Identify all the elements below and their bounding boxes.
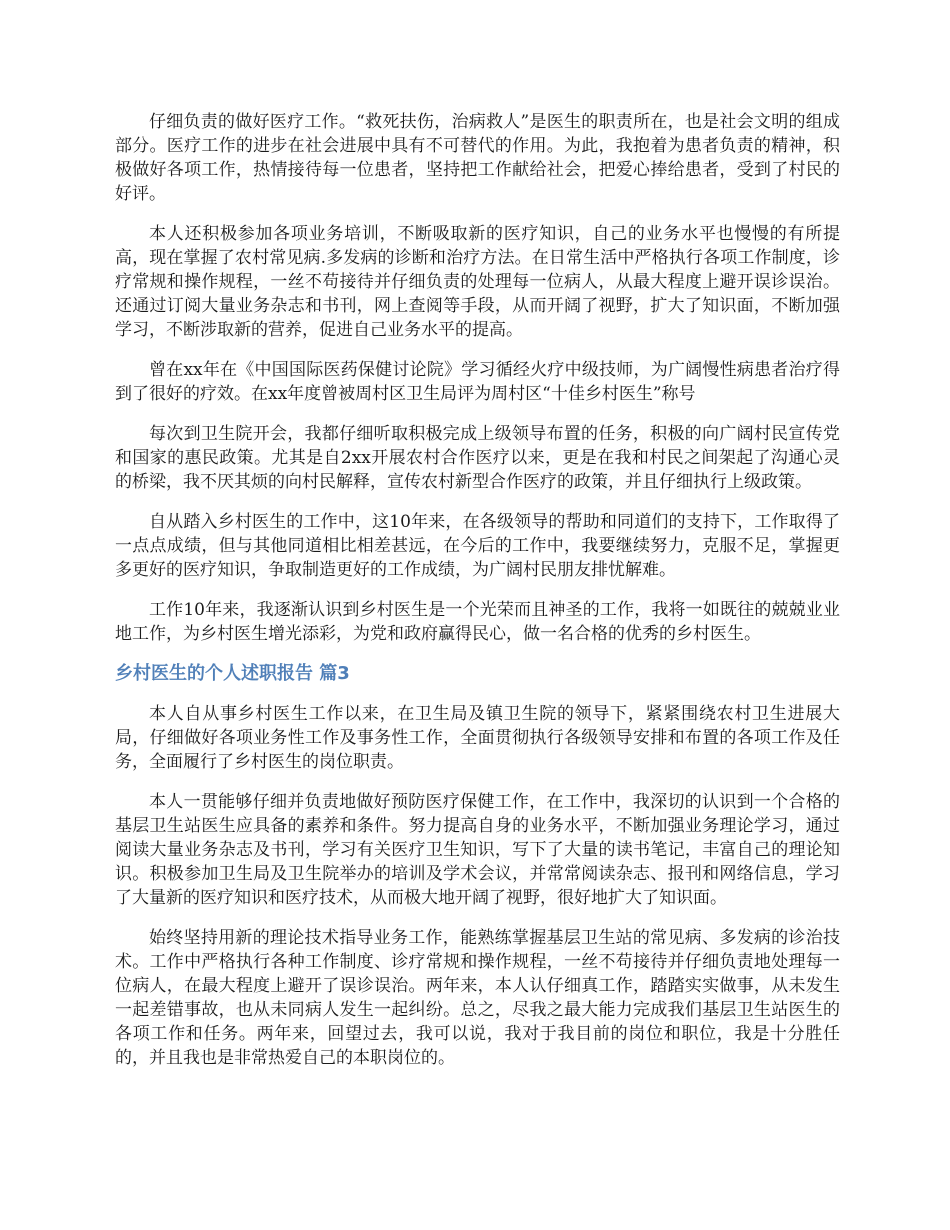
body-paragraph: 仔细负责的做好医疗工作。“救死扶伤，治病救人”是医生的职责所在，也是社会文明的组成部分。医疗工作的进步在社会进展中具有不可替代的作用。为此，我抱着为患者负责的精神，积极做好各项工作，热情接待每一位患者，坚持把工作献给社会，把爱心捧给患者，受到了村民的好评。 bbox=[115, 112, 840, 204]
section-heading: 乡村医生的个人述职报告 篇3 bbox=[115, 663, 350, 684]
body-paragraph: 本人自从事乡村医生工作以来，在卫生局及镇卫生院的领导下，紧紧围绕农村卫生进展大局，仔细做好各项业务性工作及事务性工作，全面贯彻执行各级领导安排和布置的各项工作及任务，全面履行了乡村医生的岗位职责。 bbox=[115, 704, 840, 772]
body-paragraph: 本人还积极参加各项业务培训，不断吸取新的医疗知识，自己的业务水平也慢慢的有所提高，现在掌握了农村常见病.多发病的诊断和治疗方法。在日常生活中严格执行各项工作制度，诊疗常规和操作规程，一丝不苟接待并仔细负责的处理每一位病人，从最大程度上避开误诊误治。还通过订阅大量业务杂志和书刊，网上查阅等手段，从而开阔了视野，扩大了知识面，不断加强学习，不断涉取新的营养，促进自己业务水平的提高。 bbox=[115, 224, 840, 340]
document-page bbox=[115, 110, 840, 1086]
body-paragraph: 每次到卫生院开会，我都仔细听取积极完成上级领导布置的任务，积极的向广阔村民宣传党和国家的惠民政策。尤其是自2xx开展农村合作医疗以来，更是在我和村民之间架起了沟通心灵的桥梁，我不厌其烦的向村民解释，宣传农村新型合作医疗的政策，并且仔细执行上级政策。 bbox=[115, 424, 840, 492]
body-paragraph: 工作10年来，我逐渐认识到乡村医生是一个光荣而且神圣的工作，我将一如既往的兢兢业业地工作，为乡村医生增光添彩，为党和政府赢得民心，做一名合格的优秀的乡村医生。 bbox=[115, 600, 840, 644]
body-paragraph: 始终坚持用新的理论技术指导业务工作，能熟练掌握基层卫生站的常见病、多发病的诊治技术。工作中严格执行各种工作制度、诊疗常规和操作规程，一丝不苟接待并仔细负责地处理每一位病人，在最大程度上避开了误诊误治。两年来，本人认仔细真工作，踏踏实实做事，从未发生一起差错事故，也从未同病人发生一起纠纷。总之，尽我之最大能力完成我们基层卫生站医生的各项工作和任务。两年来，回望过去，我可以说，我对于我目前的岗位和职位，我是十分胜任的，并且我也是非常热爱自己的本职岗位的。 bbox=[115, 928, 840, 1068]
body-paragraph: 自从踏入乡村医生的工作中，这10年来，在各级领导的帮助和同道们的支持下，工作取得了一点点成绩，但与其他同道相比相差甚远，在今后的工作中，我要继续努力，克服不足，掌握更多更好的医疗知识，争取制造更好的工作成绩，为广阔村民朋友排忧解难。 bbox=[115, 512, 840, 580]
body-paragraph: 曾在xx年在《中国国际医药保健讨论院》学习循经火疗中级技师，为广阔慢性病患者治疗得到了很好的疗效。在xx年度曾被周村区卫生局评为周村区“十佳乡村医生”称号 bbox=[115, 360, 840, 404]
body-paragraph: 本人一贯能够仔细并负责地做好预防医疗保健工作，在工作中，我深切的认识到一个合格的基层卫生站医生应具备的素养和条件。努力提高自身的业务水平，不断加强业务理论学习，通过阅读大量业务杂志及书刊，学习有关医疗卫生知识，写下了大量的读书笔记，丰富自己的理论知识。积极参加卫生局及卫生院举办的培训及学术会议，并常常阅读杂志、报刊和网络信息，学习了大量新的医疗知识和医疗技术，从而极大地开阔了视野，很好地扩大了知识面。 bbox=[115, 792, 840, 908]
